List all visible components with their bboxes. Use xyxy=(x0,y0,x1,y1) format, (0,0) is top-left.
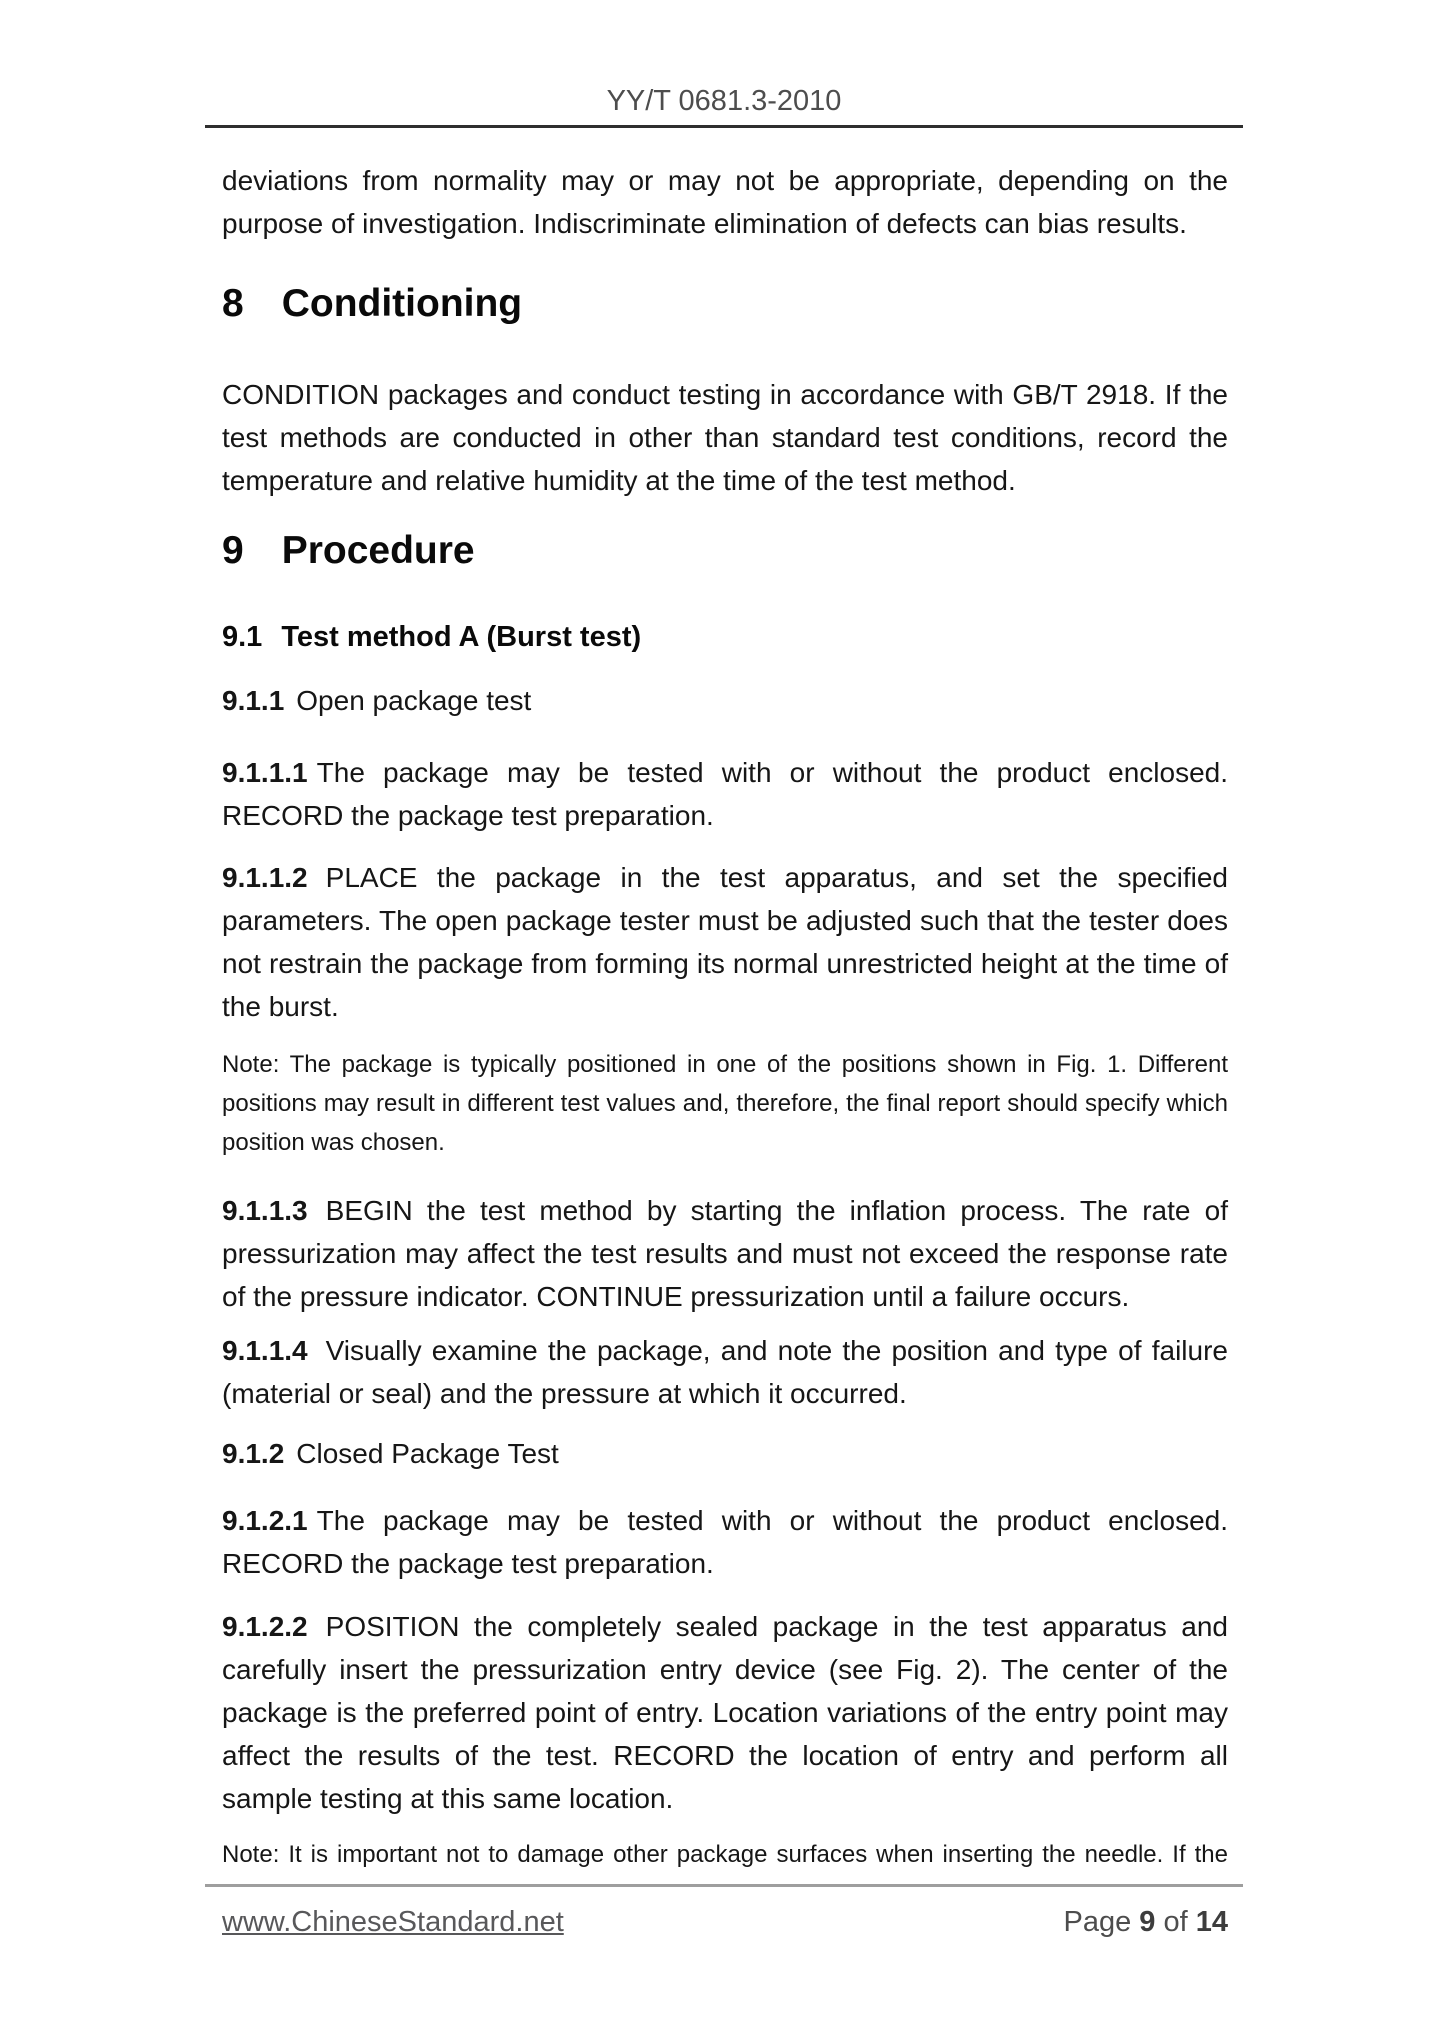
section-9-1-title: Test method A (Burst test) xyxy=(281,621,642,653)
body-text-column xyxy=(205,159,1243,1874)
section-9-1-2-title: Closed Package Test xyxy=(296,1438,559,1469)
section-8-title: Conditioning xyxy=(281,282,523,325)
clause-9-1-2-1-text: The package may be tested with or without the product enclosed. RECORD the package test preparation. xyxy=(222,1505,1228,1579)
section-9-1-number: 9.1 xyxy=(222,621,263,653)
note-needle: Note: It is important not to damage other package surfaces when inserting the needle. If the xyxy=(222,1841,1228,1868)
page-footer xyxy=(205,1884,1243,1939)
header-rule xyxy=(205,125,1243,128)
section-9-1-2-heading xyxy=(222,1432,1228,1475)
footer-row xyxy=(205,1906,1243,1939)
of-word: of xyxy=(1163,1906,1188,1938)
clause-9-1-2-2-text: POSITION the completely sealed package in the test apparatus and carefully insert the pressurization entry device (see Fig. 2). The center of the package is the preferred point of entry. Location variations of the entry point may affect the results of the test. RECORD the location of entry and perform all sample testing at this same location. xyxy=(222,1611,1228,1814)
clause-9-1-1-4-text: Visually examine the package, and note the position and type of failure (material or seal) and the pressure at which it occurred. xyxy=(222,1335,1228,1409)
clause-9-1-1-2-text: PLACE the package in the test apparatus, and set the specified parameters. The open package tester must be adjusted such that the tester does not restrain the package from forming its normal unrestricted height at the time of the burst. xyxy=(222,862,1228,1022)
clause-9-1-1-1-text: The package may be tested with or without the product enclosed. RECORD the package test preparation. xyxy=(222,757,1228,831)
section-8-paragraph: CONDITION packages and conduct testing in accordance with GB/T 2918. If the test methods are conducted in other than standard test conditions, record the temperature and relative humidity at the time of the test method. xyxy=(222,379,1228,496)
section-9-1-heading xyxy=(222,616,1228,659)
total-pages: 14 xyxy=(1195,1906,1228,1938)
page-number: 9 xyxy=(1139,1906,1156,1938)
clause-9-1-2-2-number: 9.1.2.2 xyxy=(222,1611,308,1642)
clause-9-1-1-3-number: 9.1.1.3 xyxy=(222,1195,308,1226)
page-word: Page xyxy=(1063,1906,1132,1938)
section-8-heading xyxy=(222,280,1228,328)
clause-9-1-1-4-number: 9.1.1.4 xyxy=(222,1335,308,1366)
clause-9-1-1-2-paragraph xyxy=(222,856,1228,1028)
clause-9-1-1-3-text: BEGIN the test method by starting the inflation process. The rate of pressurization may affect the test results and must not exceed the response rate of the pressure indicator. CONTINUE pressurization until a failure occurs. xyxy=(222,1195,1228,1312)
footer-rule xyxy=(205,1884,1243,1887)
section-8-number: 8 xyxy=(222,282,244,325)
doc-number: YY/T 0681.3-2010 xyxy=(606,85,842,117)
clause-9-1-1-1-paragraph xyxy=(222,751,1228,837)
note-fig1: Note: The package is typically positioned in one of the positions shown in Fig. 1. Different positions may result in different test values and, therefore, the final report should specify which position was chosen. xyxy=(222,1051,1228,1156)
page-header xyxy=(205,84,1243,128)
clause-9-1-1-4-paragraph xyxy=(222,1329,1228,1415)
clause-9-1-1-1-number: 9.1.1.1 xyxy=(222,757,308,788)
section-9-1-1-number: 9.1.1 xyxy=(222,685,285,716)
page-indicator xyxy=(1063,1906,1228,1939)
page-content xyxy=(205,0,1243,1874)
section-9-heading xyxy=(222,527,1228,575)
section-9-title: Procedure xyxy=(281,529,475,572)
clause-9-1-2-1-paragraph xyxy=(222,1499,1228,1585)
section-9-number: 9 xyxy=(222,529,244,572)
section-9-1-1-heading xyxy=(222,679,1228,722)
section-9-1-1-title: Open package test xyxy=(296,685,532,716)
section-9-1-2-number: 9.1.2 xyxy=(222,1438,285,1469)
clause-9-1-2-1-number: 9.1.2.1 xyxy=(222,1505,308,1536)
intro-paragraph: deviations from normality may or may not be appropriate, depending on the purpose of investigation. Indiscriminate elimination of defects can bias results. xyxy=(222,165,1228,239)
clause-9-1-1-3-paragraph xyxy=(222,1189,1228,1318)
clause-9-1-2-2-paragraph xyxy=(222,1605,1228,1820)
clause-9-1-1-2-number: 9.1.1.2 xyxy=(222,862,308,893)
website-link[interactable]: www.ChineseStandard.net xyxy=(222,1906,564,1938)
